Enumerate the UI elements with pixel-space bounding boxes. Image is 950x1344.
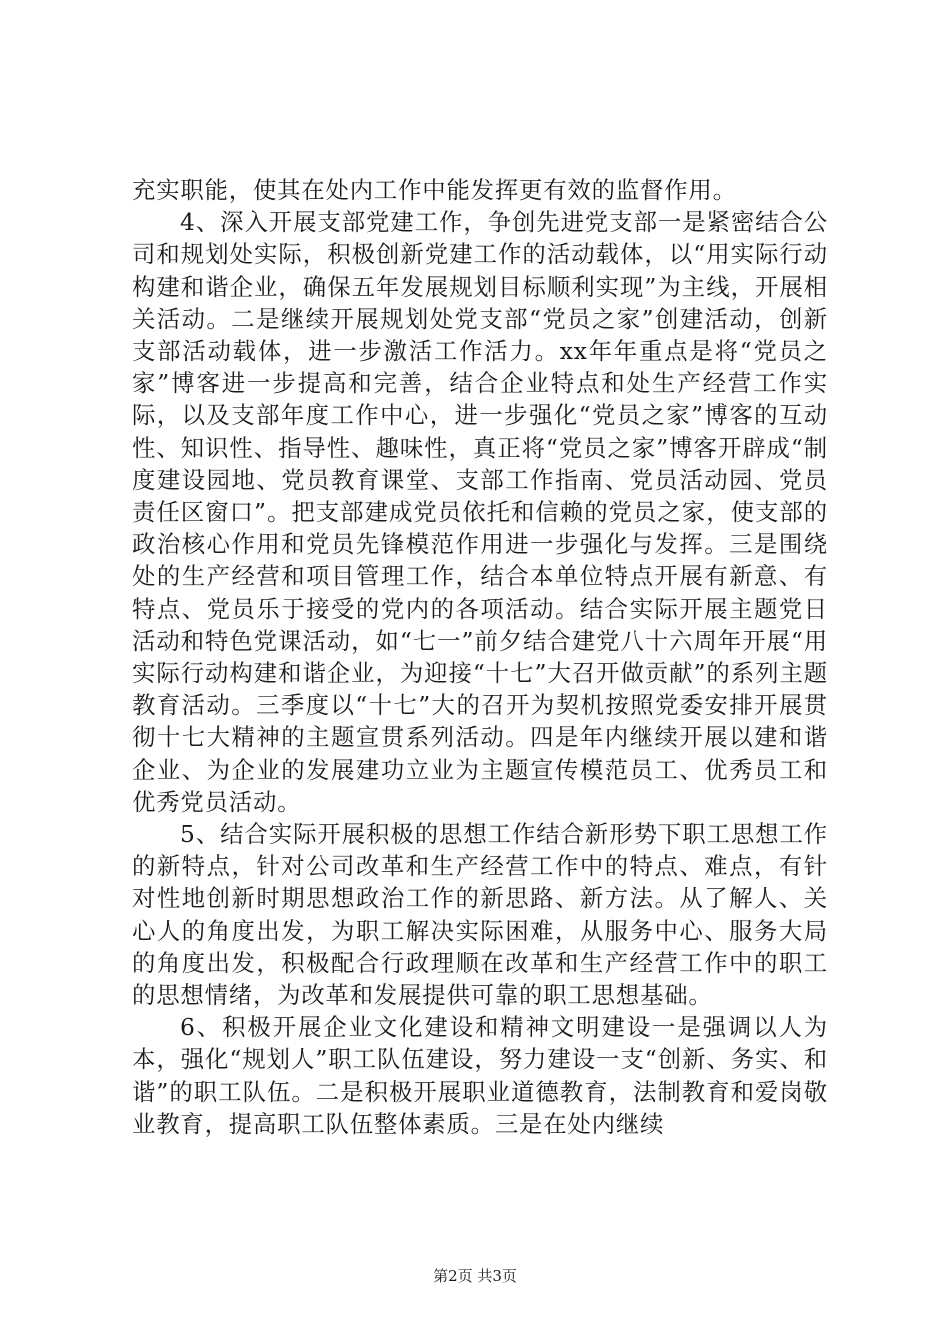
page-footer: 第2页 共3页 <box>433 1267 517 1285</box>
document-body <box>132 174 828 1140</box>
paragraph-1: 充实职能，使其在处内工作中能发挥更有效的监督作用。 <box>132 176 737 204</box>
paragraph-3: 5、结合实际开展积极的思想工作结合新形势下职工思想工作的新特点，针对公司改革和生产经营工作中的特点、难点，有针对性地创新时期思想政治工作的新思路、新方法。从了解人、关心人的角度出发，为职工解决实际困难，从服务中心、服务大局的角度出发，积极配合行政理顺在改革和生产经营工作中的职工的思想情绪，为改革和发展提供可靠的职工思想基础。 <box>132 820 828 1010</box>
paragraph-2: 4、深入开展支部党建工作，争创先进党支部一是紧密结合公司和规划处实际，积极创新党建工作的活动载体，以“用实际行动构建和谐企业，确保五年发展规划目标顺利实现”为主线，开展相关活动。二是继续开展规划处党支部“党员之家”创建活动，创新支部活动载体，进一步激活工作活力。xx年年重点是将“党员之家”博客进一步提高和完善，结合企业特点和处生产经营工作实际，以及支部年度工作中心，进一步强化“党员之家”博客的互动性、知识性、指导性、趣味性，真正将“党员之家”博客开辟成“制度建设园地、党员教育课堂、支部工作指南、党员活动园、党员责任区窗口”。把支部建成党员依托和信赖的党员之家，使支部的政治核心作用和党员先锋模范作用进一步强化与发挥。三是围绕处的生产经营和项目管理工作，结合本单位特点开展有新意、有特点、党员乐于接受的党内的各项活动。结合实际开展主题党日活动和特色党课活动，如“七一”前夕结合建党八十六周年开展“用实际行动构建和谐企业，为迎接“十七”大召开做贡献”的系列主题教育活动。三季度以“十七”大的召开为契机按照党委安排开展贯彻十七大精神的主题宣贯系列活动。四是年内继续开展以建和谐企业、为企业的发展建功立业为主题宣传模范员工、优秀员工和优秀党员活动。 <box>132 208 828 816</box>
paragraph-4: 6、积极开展企业文化建设和精神文明建设一是强调以人为本，强化“规划人”职工队伍建设，努力建设一支“创新、务实、和谐”的职工队伍。二是积极开展职业道德教育，法制教育和爱岗敬业教育，提高职工队伍整体素质。三是在处内继续 <box>132 1013 828 1138</box>
